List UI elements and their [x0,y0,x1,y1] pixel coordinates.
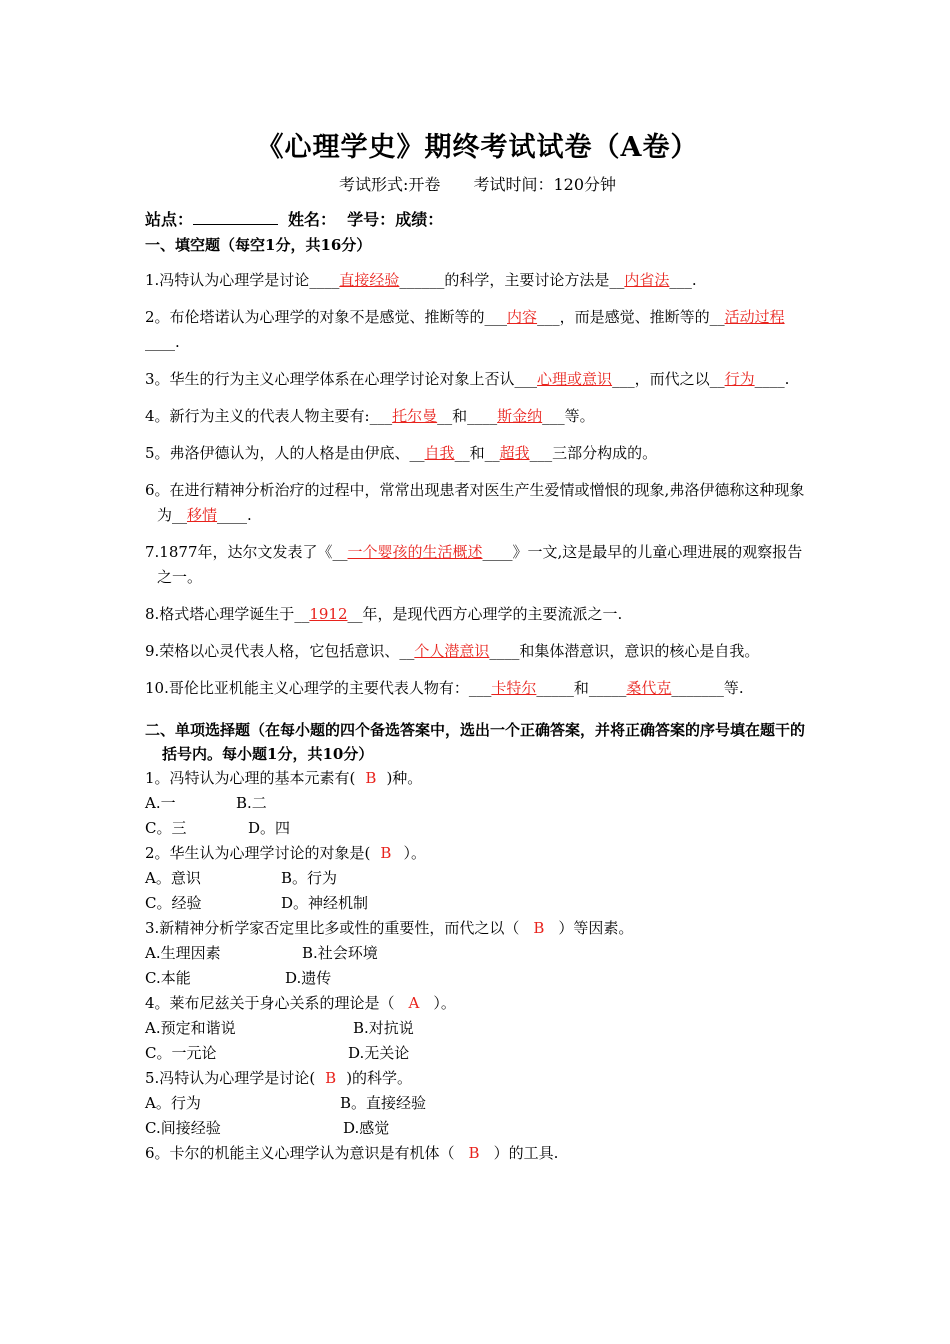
answer: 心理或意识 [537,370,613,388]
option: D。神经机制 [281,894,369,912]
option: C。一元论 [145,1044,217,1062]
fill-question-10: 10.哥伦比亚机能主义心理学的主要代表人物有：___卡特尔_____和_____桑代克_______等. [145,679,744,697]
exam-title: 《心理学史》期终考试试卷（A卷） [256,132,699,163]
option: B。行为 [281,869,338,887]
answer: 个人潜意识 [414,642,490,660]
choice-question-4: 4。莱布尼兹关于身心关系的理论是（ A ）。 A.预定和谐说 B.对抗说 C。一元论 D.无关论 [145,991,810,1066]
option: D.无关论 [348,1044,410,1062]
option: A.预定和谐说 [145,1019,236,1037]
answer: B [325,1069,337,1087]
answer: 内省法 [624,271,670,289]
option: B.社会环境 [302,944,378,962]
answer: 1912 [309,605,348,623]
section1-heading: 一、填空题（每空1分，共16分） [145,236,372,254]
option: A。行为 [145,1094,201,1112]
station-blank [193,210,278,225]
station-label: 站点： [145,210,194,229]
answer: 内容 [507,308,538,326]
answer: 卡特尔 [491,679,537,697]
option: D。四 [248,819,291,837]
exam-time: 考试时间：120分钟 [473,175,617,194]
answer: 一个婴孩的生活概述 [347,543,483,561]
option: C.间接经验 [145,1119,221,1137]
option: A。意识 [145,869,201,887]
option: A.一 [145,794,176,812]
answer: B [380,844,392,862]
answer: 自我 [424,444,455,462]
answer: 超我 [499,444,530,462]
option: C。经验 [145,894,202,912]
option: B.二 [236,794,267,812]
answer: 移情 [187,506,218,524]
answer: B [468,1144,480,1162]
answer: B [533,919,545,937]
fill-question-9: 9.荣格以心灵代表人格，它包括意识、__个人潜意识____和集体潜意识，意识的核心是自我。 [145,642,760,660]
answer: 托尔曼 [392,407,438,425]
choice-question-1: 1。冯特认为心理的基本元素有( B )种。 A.一 B.二 C。三 D。四 [145,766,810,841]
answer: 活动过程 [724,308,785,326]
choice-question-6: 6。卡尔的机能主义心理学认为意识是有机体（ B ）的工具. [145,1144,559,1162]
fill-question-7: 7.1877年，达尔文发表了《__一个婴孩的生活概述____》一文,这是最早的儿童心理进展的观察报告之一。 [145,543,803,586]
choice-question-5: 5.冯特认为心理学是讨论( B )的科学。 A。行为 B。直接经验 C.间接经验 D.感觉 [145,1066,810,1141]
name-label: 姓名： [288,210,337,229]
choice-question-2: 2。华生认为心理学讨论的对象是( B ）。 A。意识 B。行为 C。经验 D。神经机制 [145,841,810,916]
option: B。直接经验 [340,1094,427,1112]
exam-paper [145,128,810,1166]
answer: B [365,769,377,787]
option: C。三 [145,819,187,837]
fill-question-8: 8.格式塔心理学诞生于__1912__年，是现代西方心理学的主要流派之一. [145,605,623,623]
answer: 行为 [724,370,755,388]
answer: A [408,994,420,1012]
fill-question-2: 2。布伦塔诺认为心理学的对象不是感觉、推断等的___内容___，而是感觉、推断等的__活动过程____. [145,308,785,351]
student-info-row [145,209,810,231]
option: D.感觉 [343,1119,390,1137]
id-label: 学号： [347,210,396,229]
answer: 桑代克 [626,679,672,697]
option: A.生理因素 [145,944,221,962]
option: D.遗传 [285,969,332,987]
exam-form: 考试形式:开卷 [338,175,441,194]
choice-question-3: 3.新精神分析学家否定里比多或性的重要性，而代之以（ B ）等因素。 A.生理因素 B.社会环境 C.本能 D.遗传 [145,916,810,991]
fill-question-6: 6。在进行精神分析治疗的过程中，常常出现患者对医生产生爱情或憎恨的现象,弗洛伊德称这种现象为__移情____. [145,481,805,524]
fill-question-3: 3。华生的行为主义心理学体系在心理学讨论对象上否认___心理或意识___，而代之以__行为____. [145,370,790,388]
option: B.对抗说 [353,1019,414,1037]
option: C.本能 [145,969,191,987]
section2-heading: 二、单项选择题（在每小题的四个备选答案中，选出一个正确答案，并将正确答案的序号填在题干的括号内。每小题1分，共10分） [145,721,806,763]
exam-meta [145,174,810,196]
answer: 直接经验 [339,271,400,289]
fill-question-4: 4。新行为主义的代表人物主要有:___托尔曼__和____斯金纳___等。 [145,407,595,425]
fill-question-1: 1.冯特认为心理学是讨论____直接经验______的科学，主要讨论方法是__内省法___. [145,271,697,289]
fill-question-5: 5。弗洛伊德认为，人的人格是由伊底、__自我__和__超我___三部分构成的。 [145,444,658,462]
answer: 斯金纳 [497,407,543,425]
score-label: 成绩： [395,210,444,229]
